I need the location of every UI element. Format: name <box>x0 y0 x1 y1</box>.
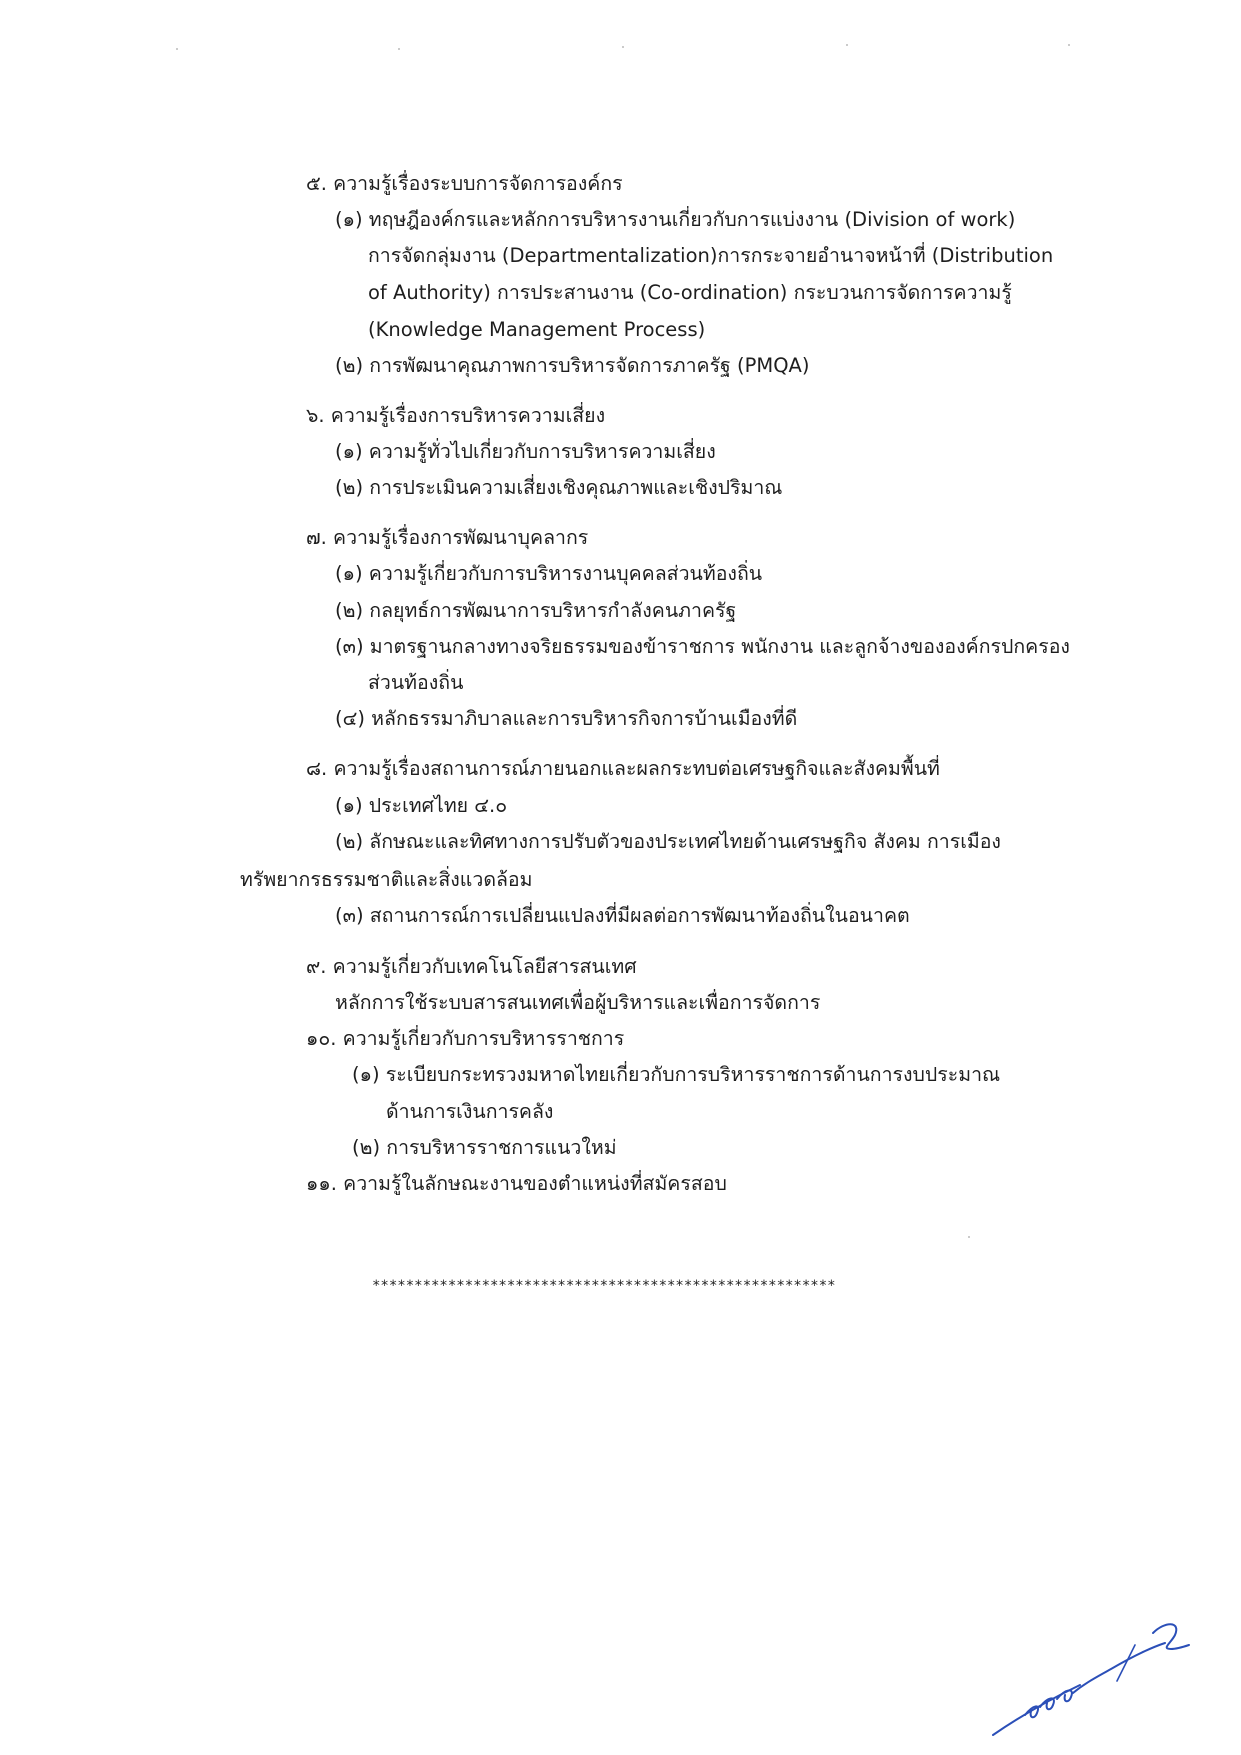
section-7-item-2: (๒) กลยุทธ์การพัฒนาการบริหารกำลังคนภาครัฐ <box>335 599 737 622</box>
section-6-item-2: (๒) การประเมินความเสี่ยงเชิงคุณภาพและเชิงปริมาณ <box>335 476 783 499</box>
section-8-item-2: (๒) ลักษณะและทิศทางการปรับตัวของประเทศไทยด้านเศรษฐกิจ สังคม การเมือง <box>335 830 1001 853</box>
section-7-item-4: (๔) หลักธรรมาภิบาลและการบริหารกิจการบ้านเมืองที่ดี <box>335 707 798 730</box>
section-5-item-2: (๒) การพัฒนาคุณภาพการบริหารจัดการภาครัฐ (PMQA) <box>335 354 810 377</box>
section-9-heading: ๙. ความรู้เกี่ยวกับเทคโนโลยีสารสนเทศ <box>306 955 637 978</box>
scan-speck <box>846 44 848 46</box>
section-10-item-2: (๒) การบริหารราชการแนวใหม่ <box>352 1136 617 1159</box>
section-5-heading: ๕. ความรู้เรื่องระบบการจัดการองค์กร <box>306 172 623 195</box>
scan-speck <box>1068 44 1070 46</box>
section-10-heading: ๑๐. ความรู้เกี่ยวกับการบริหารราชการ <box>306 1027 625 1050</box>
section-9-item-1: หลักการใช้ระบบสารสนเทศเพื่อผู้บริหารและเพื่อการจัดการ <box>335 991 821 1014</box>
section-5-item-1: (๑) ทฤษฎีองค์กรและหลักการบริหารงานเกี่ยวกับการแบ่งงาน (Division of work) <box>335 208 1016 231</box>
section-10-item-1: (๑) ระเบียบกระทรวงมหาดไทยเกี่ยวกับการบริหารราชการด้านการงบประมาณ <box>352 1063 1001 1086</box>
scan-speck <box>622 46 624 48</box>
section-8-item-1: (๑) ประเทศไทย ๔.๐ <box>335 794 508 817</box>
scan-speck <box>176 48 178 50</box>
scan-speck <box>398 48 400 50</box>
section-10-item-1-cont: ด้านการเงินการคลัง <box>386 1100 554 1123</box>
section-11-heading: ๑๑. ความรู้ในลักษณะงานของตำแหน่งที่สมัครสอบ <box>306 1172 727 1195</box>
section-8-item-2-cont: ทรัพยากรธรรมชาติและสิ่งแวดล้อม <box>240 868 533 891</box>
scan-speck <box>968 1236 970 1238</box>
signature-icon <box>985 1585 1215 1745</box>
section-8-heading: ๘. ความรู้เรื่องสถานการณ์ภายนอกและผลกระทบต่อเศรษฐกิจและสังคมพื้นที่ <box>306 757 940 780</box>
section-5-item-1-cont-2: of Authority) การประสานงาน (Co-ordination) กระบวนการจัดการความรู้ <box>368 281 1012 304</box>
asterisk-divider: ******************************************************* <box>372 1278 836 1294</box>
section-5-item-1-cont-3: (Knowledge Management Process) <box>368 318 706 341</box>
section-7-item-3: (๓) มาตรฐานกลางทางจริยธรรมของข้าราชการ พนักงาน และลูกจ้างขององค์กรปกครอง <box>335 635 1070 658</box>
section-7-item-3-cont: ส่วนท้องถิ่น <box>368 671 464 694</box>
section-5-item-1-cont-1: การจัดกลุ่มงาน (Departmentalization)การกระจายอำนาจหน้าที่ (Distribution <box>368 244 1054 267</box>
section-6-heading: ๖. ความรู้เรื่องการบริหารความเสี่ยง <box>306 404 606 427</box>
section-6-item-1: (๑) ความรู้ทั่วไปเกี่ยวกับการบริหารความเสี่ยง <box>335 440 716 463</box>
section-7-item-1: (๑) ความรู้เกี่ยวกับการบริหารงานบุคคลส่วนท้องถิ่น <box>335 562 763 585</box>
section-7-heading: ๗. ความรู้เรื่องการพัฒนาบุคลากร <box>306 526 589 549</box>
section-8-item-3: (๓) สถานการณ์การเปลี่ยนแปลงที่มีผลต่อการพัฒนาท้องถิ่นในอนาคต <box>335 904 910 927</box>
